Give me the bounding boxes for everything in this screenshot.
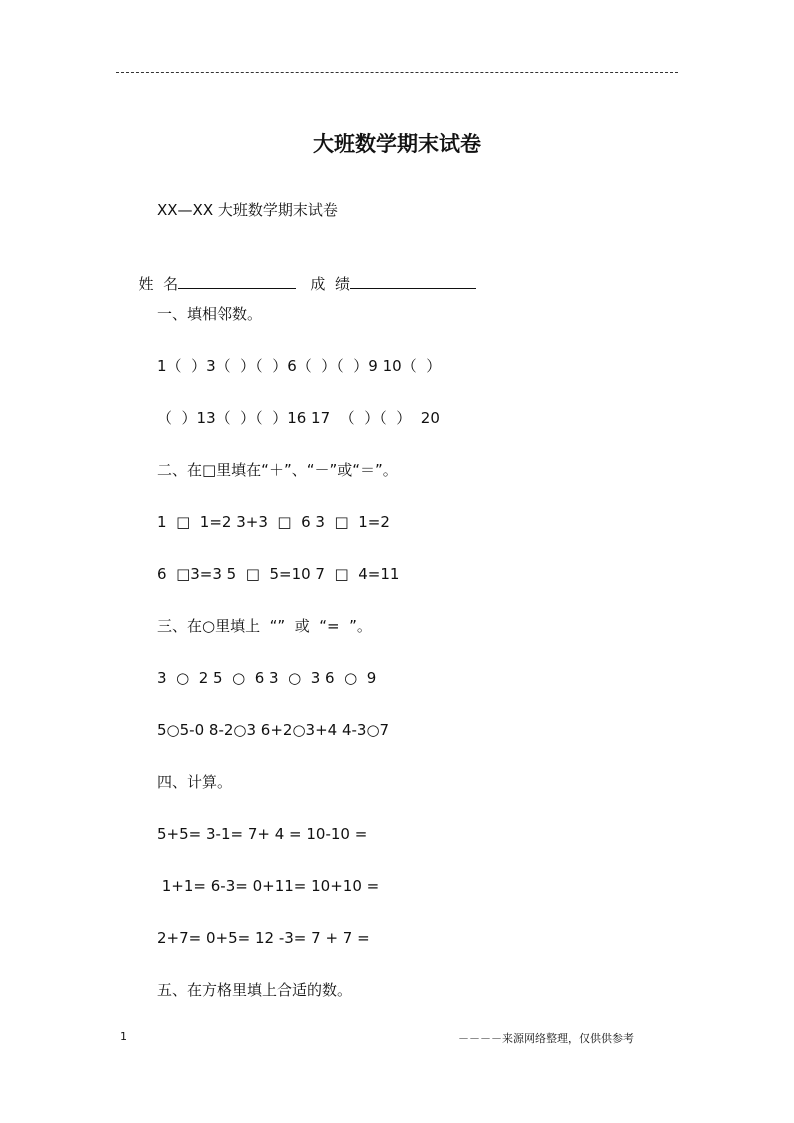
- section-2-line-1: 1 □ 1=2 3+3 □ 6 3 □ 1=2: [157, 513, 390, 531]
- section-4-line-2: 1+1= 6-3= 0+11= 10+10 =: [157, 877, 380, 895]
- name-blank[interactable]: [178, 272, 296, 289]
- score-blank[interactable]: [350, 272, 476, 289]
- name-label: 姓 名: [138, 275, 179, 293]
- score-label: 成 绩: [310, 275, 350, 293]
- section-4-heading: 四、计算。: [157, 773, 233, 791]
- footer-source-note: －－－－来源网络整理，仅供供参考: [458, 1032, 634, 1045]
- section-3-line-2: 5○5-0 8-2○3 6+2○3+4 4-3○7: [157, 721, 390, 739]
- document-title: 大班数学期末试卷: [313, 131, 481, 156]
- section-3-line-1: 3 ○ 2 5 ○ 6 3 ○ 3 6 ○ 9: [157, 669, 377, 687]
- section-4-line-3: 2+7= 0+5= 12 -3= 7 + 7 =: [157, 929, 370, 947]
- page-number: 1: [120, 1030, 127, 1043]
- section-1-heading: 一、填相邻数。: [157, 305, 263, 323]
- section-3-heading: 三、在○里填上 “” 或 “= ”。: [157, 617, 372, 635]
- section-5-heading: 五、在方格里填上合适的数。: [157, 981, 353, 999]
- section-1-line-2: （ ）13（ ）（ ）16 17 （ ）（ ） 20: [157, 409, 440, 427]
- section-2-heading: 二、在□里填在“＋”、“－”或“＝”。: [157, 461, 398, 479]
- section-1-line-1: 1（ ）3（ ）（ ）6（ ）（ ）9 10（ ）: [157, 357, 442, 375]
- section-4-line-1: 5+5= 3-1= 7+ 4 = 10-10 =: [157, 825, 368, 843]
- student-info-row: [129, 252, 476, 294]
- header-dashed-rule: [116, 72, 678, 73]
- section-2-line-2: 6 □3=3 5 □ 5=10 7 □ 4=11: [157, 565, 400, 583]
- subtitle: XX—XX 大班数学期末试卷: [157, 201, 338, 219]
